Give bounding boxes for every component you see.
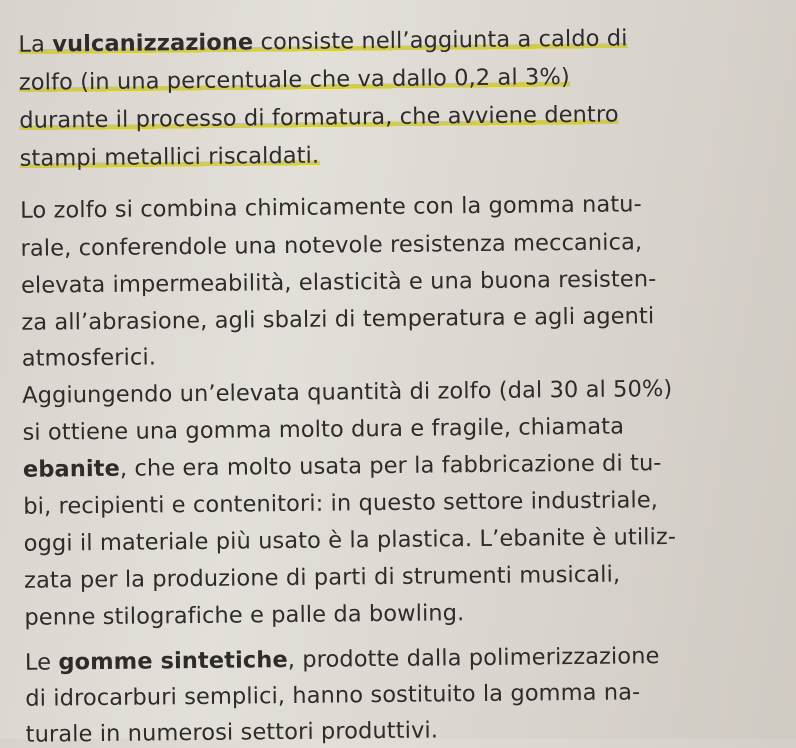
- term-gomme-sintetiche: gomme sintetiche: [58, 647, 288, 676]
- p3-line-6: zata per la produzione di parti di strumenti musicali,: [23, 561, 621, 594]
- p3-line-2: si ottiene una gomma molto dura e fragile, chiamata: [22, 413, 625, 446]
- p4-prefix: Le: [24, 649, 52, 676]
- p3-line-5: oggi il materiale più usato è la plastica. L’ebanite è utiliz-: [23, 523, 677, 557]
- p1-line-3: [19, 102, 619, 134]
- p1-prefix: La: [18, 31, 46, 58]
- p1-line-1: [18, 25, 627, 57]
- p4-line-2: di idrocarburi semplici, hanno sostituito la gomma na-: [25, 679, 641, 712]
- p1-line-4-text: stampi metallici riscaldati.: [19, 142, 320, 172]
- p3-line-4: bi, recipienti e contenitori: in questo settore industriale,: [23, 487, 659, 520]
- p3-line-1: Aggiungendo un’elevata quantità di zolfo (dal 30 al 50%): [22, 375, 673, 409]
- p2-line-4: za all’abrasione, agli sbalzi di temperatura e agli agenti: [21, 303, 655, 336]
- p4-line-1: [25, 643, 660, 676]
- p3-line-3-rest: , che era molto usata per la fabbricazione di tu-: [119, 450, 662, 482]
- p1-line-4: [20, 143, 320, 172]
- p2-line-3: elevata impermeabilità, elasticità e una buona resisten-: [20, 266, 657, 299]
- p3-line-3: [23, 450, 662, 483]
- p4-line-1-rest: , prodotte dalla polimerizzazione: [287, 643, 660, 674]
- p2-line-1: Lo zolfo si combina chimicamente con la gomma natu-: [20, 191, 642, 224]
- term-ebanite: ebanite: [22, 455, 121, 483]
- p2-line-5: atmosferici.: [21, 344, 157, 372]
- p4-line-3: turale in numerosi settori produttivi.: [25, 717, 439, 748]
- p1-line-1-rest: consiste nell’aggiunta a caldo di: [260, 25, 628, 56]
- term-vulcanizzazione: vulcanizzazione: [52, 29, 254, 58]
- p1-line-3-text: durante il processo di formatura, che avviene dentro: [19, 101, 619, 134]
- p1-line-2: [19, 64, 570, 96]
- p3-line-7: penne stilografiche e palle da bowling.: [24, 600, 465, 631]
- p1-line-2-text: zolfo (in una percentuale che va dallo 0,2 al 3%): [18, 64, 570, 96]
- p2-line-2: rale, conferendole una notevole resistenza meccanica,: [20, 229, 643, 262]
